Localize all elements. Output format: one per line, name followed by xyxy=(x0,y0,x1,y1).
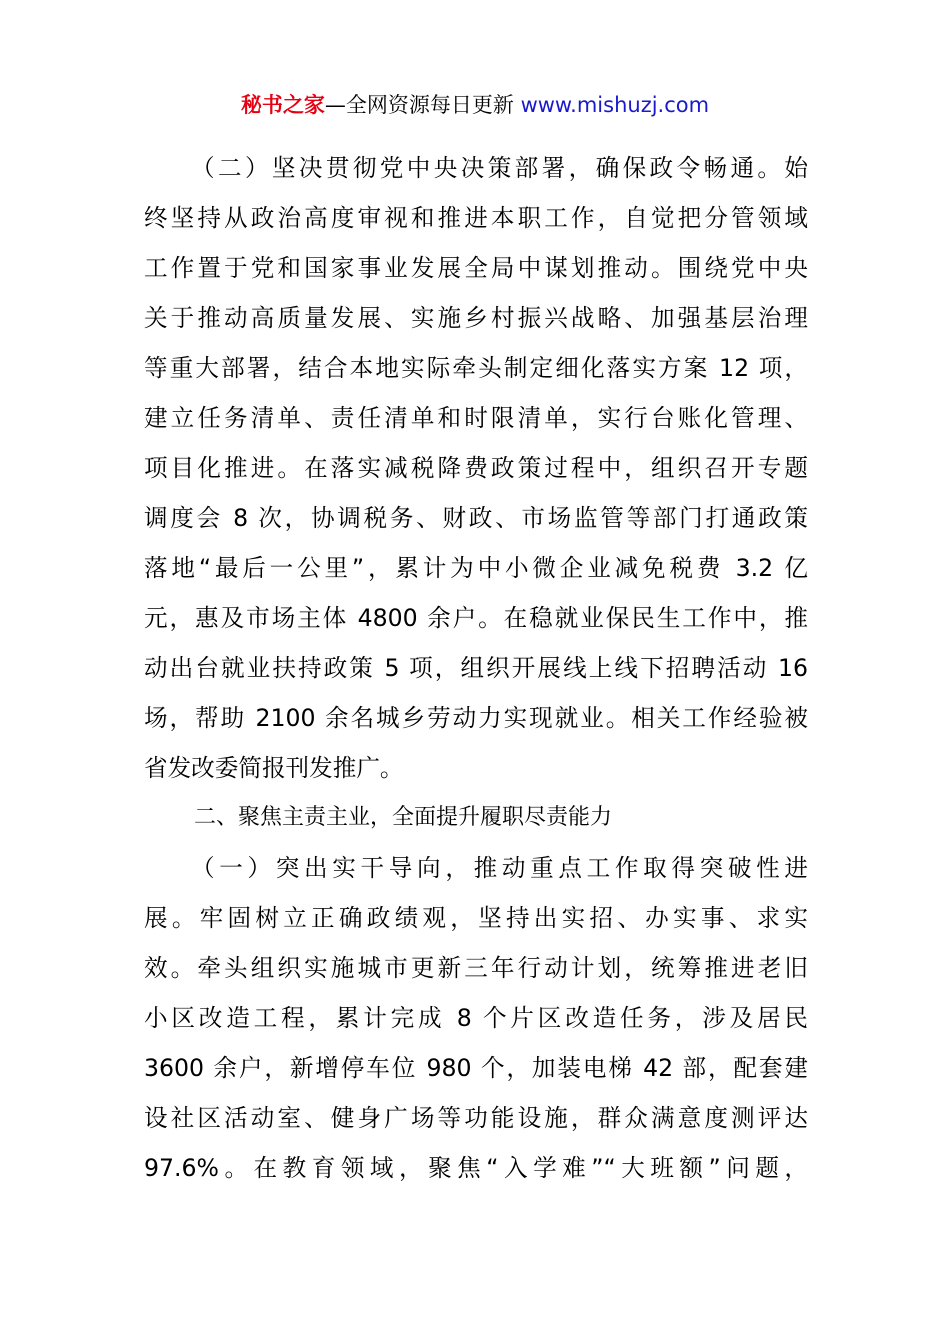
text-line: 展。牢固树立正确政绩观，坚持出实招、办实事、求实 xyxy=(144,904,808,932)
text-line: 落地“最后一公里”，累计为中小微企业减免税费 3.2 亿 xyxy=(144,554,808,582)
text-line: 设社区活动室、健身广场等功能设施，群众满意度测评达 xyxy=(144,1104,808,1132)
text-line: 建立任务清单、责任清单和时限清单，实行台账化管理、 xyxy=(144,404,808,432)
text-line: 终坚持从政治高度审视和推进本职工作，自觉把分管领域 xyxy=(144,204,808,232)
document-body xyxy=(144,143,808,1193)
text-line: 关于推动高质量发展、实施乡村振兴战略、加强基层治理 xyxy=(144,304,808,332)
site-url-link[interactable]: www.mishuzj.com xyxy=(520,93,710,117)
text-line: 小区改造工程，累计完成 8 个片区改造任务，涉及居民 xyxy=(144,1004,808,1032)
text-line: 动出台就业扶持政策 5 项，组织开展线上线下招聘活动 16 xyxy=(144,654,808,682)
text-line: 3600 余户，新增停车位 980 个，加装电梯 42 部，配套建 xyxy=(144,1054,808,1082)
text-line: 元，惠及市场主体 4800 余户。在稳就业保民生工作中，推 xyxy=(144,604,808,632)
text-line: （二）坚决贯彻党中央决策部署，确保政令畅通。始 xyxy=(191,154,808,182)
site-header xyxy=(0,90,950,120)
text-line: 项目化推进。在落实减税降费政策过程中，组织召开专题 xyxy=(144,454,808,482)
text-line: （一）突出实干导向，推动重点工作取得突破性进 xyxy=(191,854,808,882)
text-line: 调度会 8 次，协调税务、财政、市场监管等部门打通政策 xyxy=(144,504,808,532)
header-tagline: —全网资源每日更新 xyxy=(324,93,521,117)
text-line: 省发改委简报刊发推广。 xyxy=(144,754,404,782)
text-line: 效。牵头组织实施城市更新三年行动计划，统筹推进老旧 xyxy=(144,954,808,982)
text-line: 工作置于党和国家事业发展全局中谋划推动。围绕党中央 xyxy=(144,254,808,282)
text-line: 等重大部署，结合本地实际牵头制定细化落实方案 12 项， xyxy=(144,354,808,382)
section-heading: 二、聚焦主责主业，全面提升履职尽责能力 xyxy=(194,805,613,830)
text-line: 场，帮助 2100 余名城乡劳动力实现就业。相关工作经验被 xyxy=(144,704,808,732)
brand-name: 秘书之家 xyxy=(240,93,325,117)
text-line: 97.6%。在教育领域，聚焦“入学难”“大班额”问题， xyxy=(144,1154,808,1182)
